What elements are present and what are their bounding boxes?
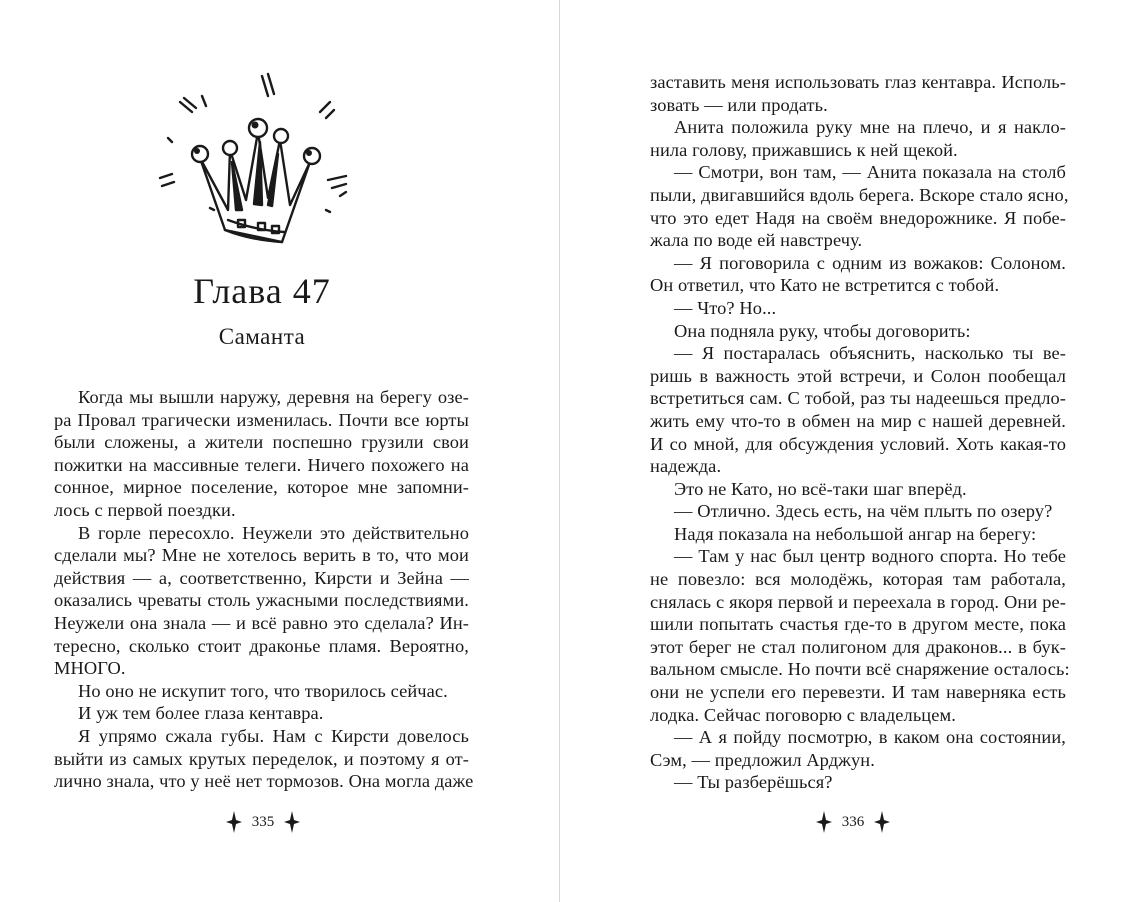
text-line: лодка. Сейчас поговорю с владельцем. (650, 704, 956, 725)
text-line: нила голову, прижавшись к ней щекой. (650, 139, 958, 160)
folio-number: 336 (841, 813, 865, 830)
chapter-subtitle: Саманта (218, 324, 306, 349)
text-line: В горле пересохло. Неужели это действительно (78, 522, 469, 543)
text-line: И уж тем более глаза кентавра. (78, 703, 324, 724)
crown-icon (150, 70, 360, 255)
text-line: Неужели она знала — и всё равно это сделала? Ин- (54, 612, 469, 633)
text-line: сонное, мирное поселение, которое мне запомни- (54, 477, 469, 498)
page-number-left (203, 811, 323, 833)
text-line: — Там у нас был центр водного спорта. Но тебе (674, 546, 1066, 567)
text-line: лось с первой поездки. (54, 499, 236, 520)
text-line: что это едет Надя на своём внедорожнике. Я побе- (650, 207, 1066, 228)
text-line: лично знала, что у неё нет тормозов. Она могла даже (54, 771, 474, 792)
text-line: этот берег не стал полигоном для драконов... в бук- (650, 636, 1066, 657)
text-line: не повезло: вся молодёжь, которая там работала, (650, 569, 1066, 590)
text-line: ришь в важность этой встречи, и Солон пообещал (650, 365, 1066, 386)
text-line: Это не Като, но всё-таки шаг вперёд. (674, 478, 967, 499)
text-line: пожитки на массивные телеги. Ничего похожего на (54, 454, 469, 475)
text-line: Анита положила руку мне на плечо, и я накло- (674, 117, 1066, 138)
star-ornament-icon (816, 811, 832, 833)
text-line: были сложены, а жители поспешно грузили свои (54, 432, 469, 453)
text-line: встретиться сам. С тобой, раз ты надеешься предло- (650, 388, 1066, 409)
text-line: ра Провал трагически изменилась. Почти все юрты (54, 409, 469, 430)
text-line: И со мной, для обсуждения условий. Хоть какая-то (650, 433, 1066, 454)
text-line: надежда. (650, 456, 722, 477)
text-line: — Смотри, вон там, — Анита показала на столб (674, 162, 1066, 183)
star-ornament-icon (226, 811, 242, 833)
text-line: действия — а, соответственно, Кирсти и Зейна — (54, 567, 469, 588)
left-body-text (54, 386, 474, 793)
text-line: Но оно не искупит того, что творилось сейчас. (78, 680, 448, 701)
text-line: они не успели его перевезти. И там наверняка есть (650, 682, 1066, 703)
text-line: Он ответил, что Като не встретится с тобой. (650, 275, 1000, 296)
chapter-title: Глава 47 (193, 271, 331, 311)
text-line: Сэм, — предложил Арджун. (650, 749, 875, 770)
text-line: — Отлично. Здесь есть, на чём плыть по озеру? (674, 501, 1053, 522)
text-line: выйти из самых крутых переделок, и поэтому я от- (54, 748, 469, 769)
text-line: жить ему что-то в обмен на мир с нашей деревней. (650, 410, 1066, 431)
text-line: Она подняла руку, чтобы договорить: (674, 320, 971, 341)
text-line: снялась с якоря первой и переехала в город. Они ре- (650, 591, 1066, 612)
left-page (0, 0, 559, 902)
text-line: сделали мы? Мне не хотелось верить в то, что мои (54, 545, 469, 566)
text-line: жала по воде ей навстречу. (650, 230, 863, 251)
text-line: заставить меня использовать глаз кентавра. Исполь- (650, 72, 1066, 92)
star-ornament-icon (874, 811, 890, 833)
text-line: — Что? Но... (674, 297, 777, 318)
text-line: зовать — или продать. (650, 94, 828, 115)
text-line: вальном смысле. Но почти всё снаряжение осталось: (650, 659, 1070, 680)
page-number-right (793, 811, 913, 833)
right-body-text (650, 71, 1070, 794)
text-line: — Я постаралась объяснить, насколько ты ве- (674, 343, 1066, 364)
text-line: пыли, двигавшийся вдоль берега. Вскоре стало ясно, (650, 184, 1069, 205)
text-line: — Ты разберёшься? (674, 772, 833, 793)
text-line: — А я пойду посмотрю, в каком она состоянии, (674, 727, 1066, 748)
text-line: Когда мы вышли наружу, деревня на берегу озе- (78, 387, 469, 407)
text-line: оказались чреваты столь ужасными последствиями. (54, 590, 469, 611)
text-line: — Я поговорила с одним из вожаков: Солоном. (674, 252, 1066, 273)
text-line: МНОГО. (54, 658, 126, 679)
text-line: Я упрямо сжала губы. Нам с Кирсти довелось (78, 725, 469, 746)
folio-number: 335 (251, 813, 275, 830)
text-line: тересно, сколько стоит драконье пламя. Вероятно, (54, 635, 469, 656)
text-line: Надя показала на небольшой ангар на берегу: (674, 523, 1037, 544)
right-page (560, 0, 1121, 902)
star-ornament-icon (284, 811, 300, 833)
text-line: шили попытать счастья где-то в другом месте, пока (650, 614, 1066, 635)
